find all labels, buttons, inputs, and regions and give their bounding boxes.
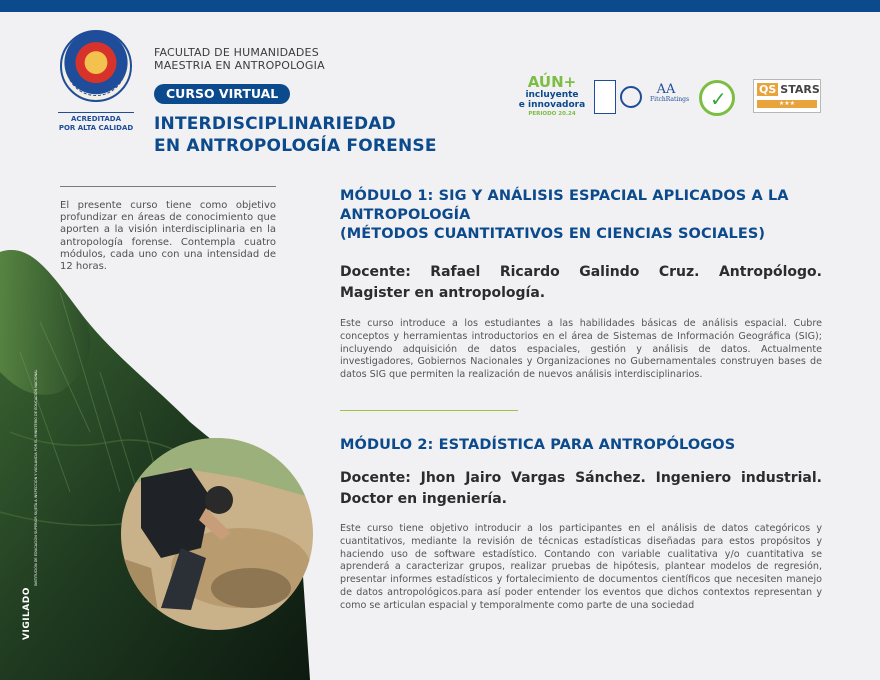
course-type-badge: CURSO VIRTUAL [154,84,290,104]
course-intro-text: El presente curso tiene como objetivo profundizar en áreas de conocimiento que aporten a la visión interdisciplinaria en la antropología forense. Contempla cuatro módulos, cada uno con una intensidad de 12 horas. [60,200,276,273]
faculty-name: FACULTAD DE HUMANIDADES [154,46,319,59]
accreditation-line1: ACREDITADA [70,115,122,123]
seal-ring [66,36,126,96]
qs-stars-logo [753,79,821,113]
certification-logo [594,80,616,114]
certification-check-logo [699,80,735,116]
faculty-heading [154,46,325,72]
top-color-bar [0,0,880,12]
module-1-title-line3: (MÉTODOS CUANTITATIVOS EN CIENCIAS SOCIALES) [340,226,766,242]
intro-divider [60,186,276,187]
program-name: MAESTRIA EN ANTROPOLOGIA [154,59,325,72]
fitch-rating-brand: FitchRatings [650,96,690,103]
module-2-description: Este curso tiene objetivo introducir a los participantes en el análisis de datos categóricos y cuantitativos, mediante la revisión de técnicas estadísticas diseñadas para estos propósitos y haciendo uso de software estadístico. Contando con variable cualitativa y/o cuantitativa se aprenderá a caracterizar grupos, realizar pruebas de hipótesis, plantear modelos de regresión, presentar informes estadísticos y fortalecimiento de documentos científicos que necesiten manejo de datos antropológicos.para así poder entender los eventos que dichos contextos representan y como se articulan espacial y temporalmente como parte de una sociedad [340,523,822,611]
vigilado-label: VIGILADO [22,587,32,640]
course-title [154,113,437,157]
accreditation-label [58,112,134,133]
qs-stars-word: STARS [780,83,820,96]
aun-logo-line3: e innovadora [518,100,586,110]
aun-logo-title: AÚN+ [527,73,577,91]
qs-brand: QS [759,83,777,96]
aun-logo-period: PERIODO 20.24 [528,111,576,117]
iso-certification-logo [620,86,642,108]
vigilado-fine-print: INSTITUCIÓN DE EDUCACIÓN SUPERIOR SUJETA A INSPECCIÓN Y VIGILANCIA POR EL MINISTERIO DE EDUCACIÓN NACIONAL [34,369,38,586]
qs-rating-stars: ★★★ [757,100,817,108]
module-1-title [340,187,789,244]
module-1-description: Este curso introduce a los estudiantes a las habilidades básicas de análisis espacial. Cubre conceptos y herramientas introductorios en el área de Sistemas de Información Geográfica (SIG); incluyendo adquisición de datos espaciales, gestión y análisis de datos. Actualmente investigadores, Gobiernos Nacionales y Organizaciones no Gubernamentales construyen bases de datos SIG que permiten la realización de nuevos análisis interdisciplinarios. [340,318,822,381]
section-divider [340,410,518,411]
fitch-rating-logo [650,80,690,114]
module-1-title-line1: MÓDULO 1: SIG Y ANÁLISIS ESPACIAL APLICADOS A LA [340,188,789,204]
module-1-instructor: Docente: Rafael Ricardo Galindo Cruz. Antropólogo. Magister en antropología. [340,264,822,301]
module-2-instructor: Docente: Jhon Jairo Vargas Sánchez. Ingeniero industrial. Doctor en ingeniería. [340,470,822,507]
accreditation-line2: POR ALTA CALIDAD [58,124,134,132]
check-icon: ✓ [710,87,727,111]
course-title-line2: EN ANTROPOLOGÍA FORENSE [154,136,437,156]
aun-logo-line2: incluyente [525,90,579,100]
module-2-title: MÓDULO 2: ESTADÍSTICA PARA ANTROPÓLOGOS [340,437,736,453]
university-seal-logo [60,30,132,102]
qs-stars-title [757,83,820,96]
fitch-rating-grade: AA [656,82,676,97]
course-title-line1: INTERDISCIPLINARIEDAD [154,114,396,134]
forensic-excavation-photo [121,438,313,630]
aun-incluyente-logo [518,74,586,118]
module-1-title-line2: ANTROPOLOGÍA [340,207,471,223]
